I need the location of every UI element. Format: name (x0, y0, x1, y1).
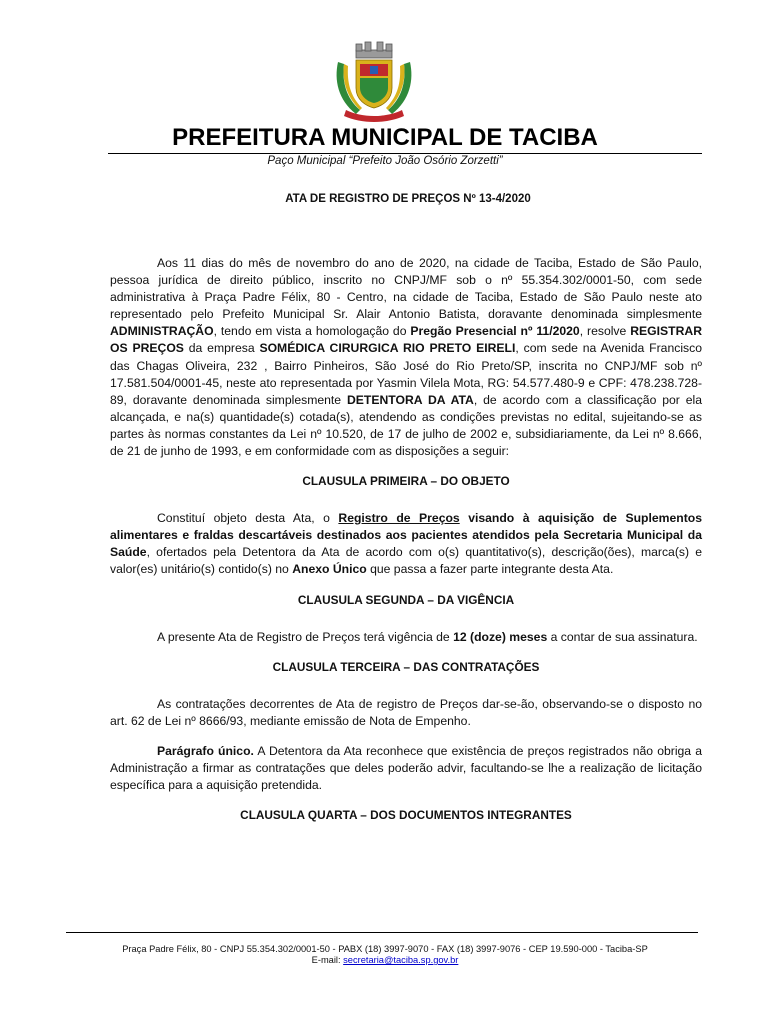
footer (0, 944, 770, 966)
footer-divider (66, 932, 698, 933)
footer-address: Praça Padre Félix, 80 - CNPJ 55.354.302/0001-50 - PABX (18) 3997-9070 - FAX (18) 3997-9076 - CEP 19.590-000 - Taciba-SP (122, 944, 648, 954)
footer-email-line: E-mail: secretaria@taciba.sp.gov.br (311, 955, 459, 965)
clause-1-paragraph: Constituí objeto desta Ata, o Registro de Preços visando à aquisição de Suplementos alimentares e fraldas descartáveis destinados aos pacientes atendidos pela Secretaria Municipal da Saúde, ofertados pela Detentora da Ata de acordo com o(s) quantitativo(s), descrição(ões), marca(s) e valor(es) unitário(s) contido(s) no Anexo Único que passa a fazer parte integrante desta Ata. (110, 511, 702, 577)
clause-3-paragraph: As contratações decorrentes de Ata de registro de Preços dar-se-ão, observando-se o disposto no art. 62 de Lei nº 8666/93, mediante emissão de Nota de Empenho. (110, 696, 702, 728)
clause-4-heading: CLAUSULA QUARTA – DOS DOCUMENTOS INTEGRANTES (240, 808, 572, 823)
document-body (110, 255, 702, 824)
coat-of-arms-icon (332, 40, 416, 122)
email-link[interactable]: secretaria@taciba.sp.gov.br (343, 955, 459, 965)
subtitle: Paço Municipal “Prefeito João Osório Zorzetti” (267, 155, 503, 167)
clause-3-heading: CLAUSULA TERCEIRA – DAS CONTRATAÇÕES (272, 659, 540, 674)
clause-3-sole-paragraph: Parágrafo único. A Detentora da Ata reconhece que existência de preços registrados não obriga a Administração a firmar as contratações que deles poderão advir, facultando-se lhe a realização de licitação específica para a aquisição pretendida. (110, 743, 702, 792)
header-divider (108, 153, 702, 154)
page-title: PREFEITURA MUNICIPAL DE TACIBA (172, 124, 598, 151)
clause-2-heading: CLAUSULA SEGUNDA – DA VIGÊNCIA (297, 592, 515, 607)
clause-1-heading: CLAUSULA PRIMEIRA – DO OBJETO (302, 474, 510, 489)
clause-2-paragraph: A presente Ata de Registro de Preços terá vigência de 12 (doze) meses a contar de sua assinatura. (157, 629, 698, 644)
document-title: ATA DE REGISTRO DE PREÇOS Nº 13-4/2020 (285, 193, 531, 205)
intro-paragraph: Aos 11 dias do mês de novembro do ano de 2020, na cidade de Taciba, Estado de São Paulo, pessoa jurídica de direito público, inscrito no CNPJ/MF sob o nº 55.354.302/0001-50, com sede administrativa à Praça Padre Félix, 80 - Centro, na cidade de Taciba, Estado de São Paulo neste ato representado pelo Prefeito Municipal Sr. Alair Antonio Batista, doravante denominada simplesmente ADMINISTRAÇÃO, tendo em vista a homologação do Pregão Presencial nº 11/2020, resolve REGISTRAR OS PREÇOS da empresa SOMÉDICA CIRURGICA RIO PRETO EIRELI, com sede na Avenida Francisco das Chagas Oliveira, 232 , Bairro Pinheiros, São José do Rio Preto/SP, inscrita no CNPJ/MF sob nº 17.581.504/0001-45, neste ato representada por Yasmin Vilela Mota, RG: 54.577.480-9 e CPF: 478.238.728-89, doravante denominada simplesmente DETENTORA DA ATA, de acordo com a classificação por ela alcançada, e na(s) quantidade(s) cotada(s), atendendo as condições previstas no edital, sujeitando-se as partes às normas constantes da Lei nº 10.520, de 17 de julho de 2002 e, subsidiariamente, da Lei nº 8.666, de 21 de junho de 1993, e em conformidade com as disposições a seguir: (110, 256, 703, 459)
